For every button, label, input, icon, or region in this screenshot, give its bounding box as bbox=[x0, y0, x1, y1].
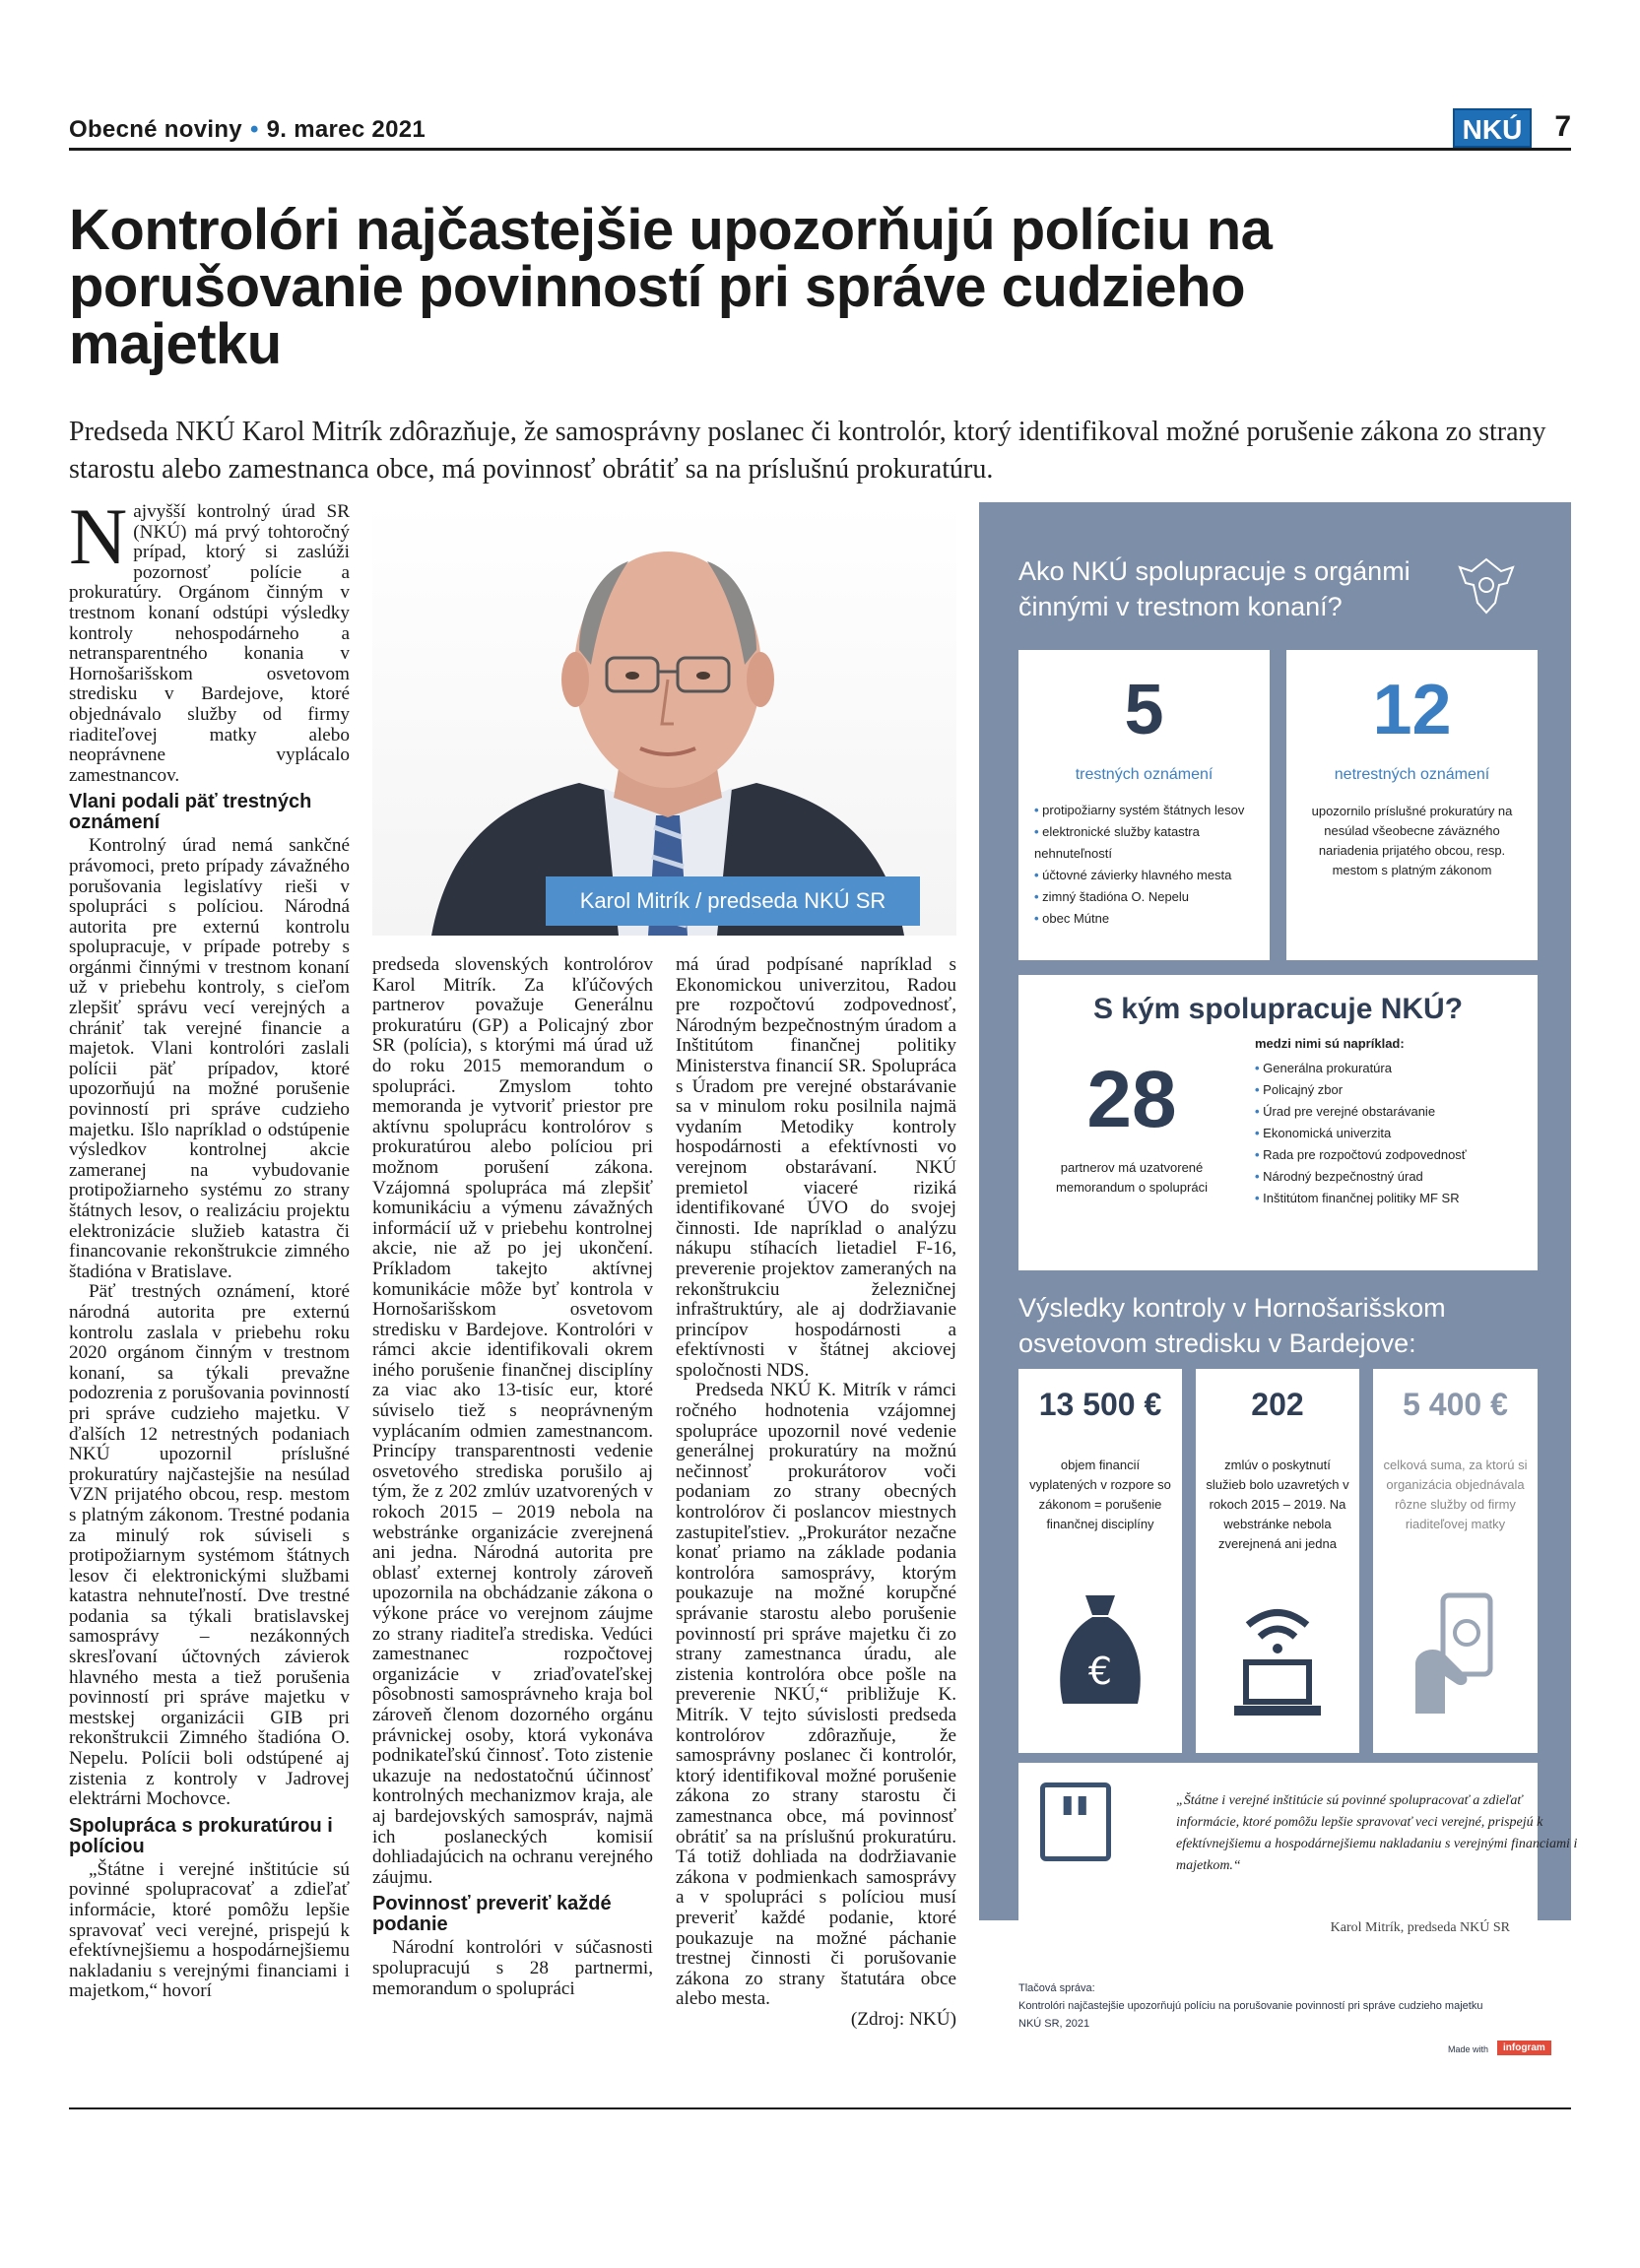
stat-value: 5 bbox=[1124, 671, 1164, 749]
result-card-amount bbox=[1018, 1369, 1182, 1753]
source-label: Tlačová správa: bbox=[1018, 1982, 1095, 1994]
article-lead: Predseda NKÚ Karol Mitrík zdôrazňuje, že samosprávny poslanec či kontrolór, ktorý identifikoval možné porušenie zákona zo strany starostu alebo zamestnanca obce, má povinnosť obrátiť sa na príslušnú prokuratúru. bbox=[69, 417, 1546, 485]
stat-card-trestne bbox=[1018, 650, 1270, 960]
list-item: • protipožiarny systém štátnych lesov bbox=[1034, 800, 1261, 821]
partners-heading: medzi nimi sú napríklad: bbox=[1255, 1036, 1405, 1051]
money-bag-icon bbox=[1051, 1586, 1149, 1723]
stat-value: 12 bbox=[1372, 671, 1452, 749]
list-item: • zimný štadióna O. Nepelu bbox=[1034, 886, 1261, 908]
paragraph: predseda slovenských kontrolórov Karol Mitrík. Za kľúčových partnerov považuje Generálnu prokuratúru (GP) a Policajný zbor SR (políciа), s ktorými má úrad už do roku 2015 memorandum o spolupráci. Zmyslom tohto memoranda je vytvoriť priestor pre aktívnu spoluprácu kontrolórov s prokuratúrou alebo políciou pri možnom porušení zákona. Vzájomná spolupráca má zlepšiť komunikáciu a výmenu závažných informácií už v priebehu kontrolnej akcie, nie až po jej ukončení. Príkladom takejto aktívnej komunikácie môže byť kontrola v Hornošarišskom osvetovom stredisku v Bardejove. Kontrolóri v rámci akcie identifikovali okrem iného porušenie finančnej disciplíny za viac ako 13-tisíc eur, ktoré súviselo tiež s neoprávneným vyplácaním odmien zamestnancom. Princípy transparentnosti vedenie osvetového strediska porušilo aj tým, že z 202 zmlúv uzatvorených v rokoch 2015 – 2019 nebola na webstránke organizácie zverejnená ani jedna. Národná autorita pre oblasť externej kontroly zároveň upozornila na obchádzanie zákona o výkone práce vo verejnom záujme zo strany riaditeľa strediska. Vedúci zamestnanec rozpočtovej organizácie v zriaďovateľskej pôsobnosti samosprávneho kraja bol zároveň členom dozorného orgánu právnickej osoby, ktorá vykonáva podnikateľskú činnosť. Toto zistenie ukazuje na nedostatočnú účinnosť kontrolných mechanizmov kraja, ale aj bardejovských samospráv, najmä ich poslaneckých komisií dohliadajúcich na ochranu verejného záujmu. bbox=[372, 954, 653, 1888]
list-item: • Národný bezpečnostný úrad bbox=[1255, 1166, 1531, 1188]
quote-text: „Štátne i verejné inštitúcie sú povinné spolupracovať a zdieľať informácie, ktoré pomôžu lepšie spravovať veci verejné, prispejú k efektívnejšiemu a hospodárnejšiemu nakladaniu s verejnými financiami i majetkom.“ bbox=[1176, 1793, 1578, 1873]
subhead-trestne-oznamenia: Vlani podali päť trestných oznámení bbox=[69, 791, 312, 834]
stat-card-netrestne bbox=[1286, 650, 1538, 960]
result-description: celková suma, za ktorú si organizácia objednávala rôzne služby od firmy riaditeľovej matky bbox=[1383, 1458, 1528, 1531]
result-value: 5 400 € bbox=[1403, 1387, 1508, 1422]
subhead-spolupraca: Spolupráca s prokuratúrou i políciou bbox=[69, 1814, 333, 1857]
list-item: • elektronické služby katastra nehnuteľností bbox=[1034, 821, 1261, 865]
infographic-source bbox=[1018, 1979, 1550, 2033]
coat-of-arms-icon bbox=[1452, 551, 1521, 620]
source-note: (Zdroj: NKÚ) bbox=[850, 2008, 956, 2030]
publication-name: Obecné noviny bbox=[69, 116, 242, 143]
nku-logo: NKÚ bbox=[1453, 108, 1532, 148]
svg-text:€: € bbox=[1087, 1650, 1113, 1693]
result-description: zmlúv o poskytnutí služieb bolo uzavretých v rokoch 2015 – 2019. Na webstránke nebola zverejnená ani jedna bbox=[1206, 1458, 1349, 1551]
partners-card bbox=[1018, 975, 1538, 1270]
header-publication-line bbox=[69, 116, 426, 144]
intro-paragraph: Najvyšší kontrolný úrad SR (NKÚ) má prvý tohtoročný prípad, ktorý si zaslúži pozornosť polície a prokuratúry. Orgánom činným v trestnom konaní odstúpi výsledky kontroly nehospodárneho a netransparentného konania v Hornošarišskom osvetovom stredisku v Bardejove, ktoré objednávalo služby od firmy riaditeľovej matky alebo neoprávnene vyplácalo zamestnancov. bbox=[69, 491, 350, 786]
paragraph: Predseda NKÚ K. Mitrík v rámci ročného hodnotenia vzájomnej spolupráce upozornil nové vedenie generálnej prokuratúry na možnú nečinnosť prokurátorov voči podaniam zo strany obecných kontrolórov či poslancov miestnych zastupiteľstiev. „Prokurátor nezačne konať priamo na základe podania kontrolóra samosprávy, ktorým poukazuje na možné korupčné správanie starostu alebo porušenie povinností pri správe majetku či zo strany zamestnanca úradu, ale zistenia kontrolóra obce pošle na preverenie NKÚ,“ približuje K. Mitrík. V tejto súvislosti predseda kontrolórov zdôrazňuje, že samosprávny poslanec či kontrolór, ktorý identifikoval možné porušenie zákona zo strany starostu či zamestnanca obce, má povinnosť obrátiť sa na príslušnú prokuratúru. Tá totiž dohliada na dodržiavanie zákona v podmienkach samosprávy a v spolupráci s políciou musí preveriť každé podanie, ktoré poukazuje na možné páchanie trestnej činnosti či porušovanie zákona zo strany štatutára obce alebo mesta. bbox=[676, 1380, 956, 2010]
quote-author: Karol Mitrík, predseda NKÚ SR bbox=[1330, 1920, 1510, 1935]
result-value: 202 bbox=[1251, 1387, 1304, 1422]
stat-label: trestných oznámení bbox=[1075, 766, 1214, 783]
quote-box bbox=[1018, 1763, 1578, 1960]
paragraph: „Štátne i verejné inštitúcie sú povinné spolupracovať a zdieľať informácie, ktoré pomôžu lepšie spravovať veci verejné, prispejú k efektívnejšiemu a hospodárnejšiemu nakladaniu s verejnými financiami i majetkom,“ hovorí bbox=[69, 1858, 350, 2002]
infographic bbox=[979, 502, 1571, 1920]
article-title: Kontrolóri najčastejšie upozorňujú políciu na porušovanie povinností pri správe cudzieho majetku bbox=[69, 198, 1273, 376]
partners-value: 28 bbox=[1086, 1055, 1177, 1144]
photo-caption: Karol Mitrík / predseda NKÚ SR bbox=[546, 876, 920, 926]
partners-list bbox=[1255, 1058, 1531, 1209]
partners-title: S kým spolupracuje NKÚ? bbox=[1092, 993, 1464, 1025]
subhead-povinnost: Povinnosť preveriť každé podanie bbox=[372, 1893, 612, 1936]
source-text: Kontrolóri najčastejšie upozorňujú políciu na porušovanie povinností pri správe cudzieho majetku bbox=[1018, 2000, 1483, 2012]
list-item: • Rada pre rozpočtovú zodpovednosť bbox=[1255, 1144, 1531, 1166]
stat1-list bbox=[1034, 800, 1261, 930]
paragraph: Päť trestných oznámení, ktoré národná autorita pre externú kontrolu zaslala v priebehu roku 2020 orgánom činným v trestnom konaní, sa týkali prevažne podozrenia z porušovania povinností pri správe cudzieho majetku. V ďalších 12 netrestných podaniach NKÚ upozornil príslušné prokuratúry najčastejšie na nesúlad VZN prijatého obcou, resp. mestom s platným zákonom. Trestné podania za minulý rok súviseli s protipožiarnym systémom štátnych lesov či elektronickými službami katastra nehnuteľností. Dve trestné podania sa týkali bratislavskej samosprávy – nezákonných skresľovaní účtovných závierok hlavného mesta a tiež porušenia povinností pri správe majetku v mestskej organizácii GIB pri rekonštrukcii Zimného štadióna O. Nepelu. Polícii boli odstúpené aj zistenia z kontroly v Jadrovej elektrárni Mochovce. bbox=[69, 1281, 350, 1810]
text-column-3 bbox=[676, 955, 956, 2030]
list-item: • obec Mútne bbox=[1034, 908, 1261, 930]
made-with-label: Made with bbox=[1448, 2044, 1489, 2054]
hand-with-money-icon bbox=[1406, 1586, 1504, 1723]
list-item: • účtovné závierky hlavného mesta bbox=[1034, 865, 1261, 886]
quote-icon: " bbox=[1040, 1782, 1111, 1861]
portrait-illustration bbox=[372, 502, 956, 936]
result-card-sum bbox=[1373, 1369, 1538, 1753]
issue-date: 9. marec 2021 bbox=[266, 116, 426, 143]
laptop-wifi-icon bbox=[1228, 1595, 1327, 1723]
partners-label: partnerov má uzatvorené memorandum o spolupráci bbox=[1056, 1160, 1208, 1195]
page-number: 7 bbox=[1554, 110, 1571, 143]
result-description: objem financií vyplatených v rozpore so zákonom = porušenie finančnej disciplíny bbox=[1029, 1458, 1171, 1531]
list-item: • Ekonomická univerzita bbox=[1255, 1123, 1531, 1144]
list-item: • Inštitútom finančnej politiky MF SR bbox=[1255, 1188, 1531, 1209]
paragraph: Národní kontrolóri v súčasnosti spolupracujú s 28 partnermi, memorandum o spolupráci bbox=[372, 1937, 653, 1999]
dropcap: N bbox=[69, 491, 128, 581]
page-header bbox=[69, 108, 1571, 152]
list-item: • Policajný zbor bbox=[1255, 1079, 1531, 1101]
infogram-logo: infogram bbox=[1497, 2041, 1551, 2055]
bottom-rule bbox=[69, 2107, 1571, 2109]
paragraph: má úrad podpísané napríklad s Ekonomickou univerzitou, Radou pre rozpočtovú zodpovednosť, Národným bezpečnostným úradom a Inštitútom finančnej politiky Ministerstva financií SR. Spolupráca s Úradom pre verejné obstarávanie sa v minulom roku posilnila najmä vydaním Metodiky kontroly hospodárnosti a efektívnosti vo verejnom obstarávaní. NKÚ premietol viaceré riziká identifikované ÚVO do svojej činnosti. Ide napríklad o analýzu nákupu stíhacích lietadiel F-16, preverenie projektov zameraných na rekonštrukciu železničnej infraštruktúry, ale aj dodržiavanie princípov hospodárnosti a efektívnosti v štátnej akciovej spoločnosti NDS. bbox=[676, 954, 956, 1381]
header-rule bbox=[69, 148, 1571, 151]
result-value: 13 500 € bbox=[1038, 1387, 1162, 1422]
source-org: NKÚ SR, 2021 bbox=[1018, 2018, 1090, 2030]
separator-dot: • bbox=[249, 116, 259, 143]
paragraph: Kontrolný úrad nemá sankčné právomoci, preto prípady závažného porušovania legislatívy rieši v spolupráci s políciou. Národná autorita pre externú kontrolu spolupracuje, v prípade potreby s orgánmi činnými v trestnom konaní už v priebehu kontroly, s cieľom zlepšiť správu vecí verejných a chrániť tak verejné financie a majetok. Vlani kontrolóri zaslali polícii päť prípadov, ktoré upozorňujú na možné porušenie povinností pri správe cudzieho majetku. Išlo napríklad o odstúpenie výsledkov kontrolnej akcie zameranej na vybudovanie protipožiarneho systému zo strany štátnych lesov, o realizáciu projektu elektronizácie služieb katastra či financovanie rekonštrukcie zimného štadióna v Bratislave. bbox=[69, 835, 350, 1282]
portrait-photo bbox=[372, 502, 956, 936]
infographic-title-1: Ako NKÚ spolupracuje s orgánmi činnými v trestnom konaní? bbox=[1018, 556, 1410, 621]
infographic-title-3: Výsledky kontroly v Hornošarišskom osvetovom stredisku v Bardejove: bbox=[1018, 1293, 1446, 1358]
list-item: • Generálna prokuratúra bbox=[1255, 1058, 1531, 1079]
text-column-1 bbox=[69, 491, 350, 2002]
result-card-contracts bbox=[1196, 1369, 1359, 1753]
list-item: • Úrad pre verejné obstarávanie bbox=[1255, 1101, 1531, 1123]
stat-description: upozornilo príslušné prokuratúry na nesúlad všeobecne záväzného nariadenia prijatého obcou, resp. mestom s platným zákonom bbox=[1311, 804, 1513, 877]
stat-label: netrestných oznámení bbox=[1334, 766, 1490, 783]
text-column-2 bbox=[372, 955, 653, 1999]
